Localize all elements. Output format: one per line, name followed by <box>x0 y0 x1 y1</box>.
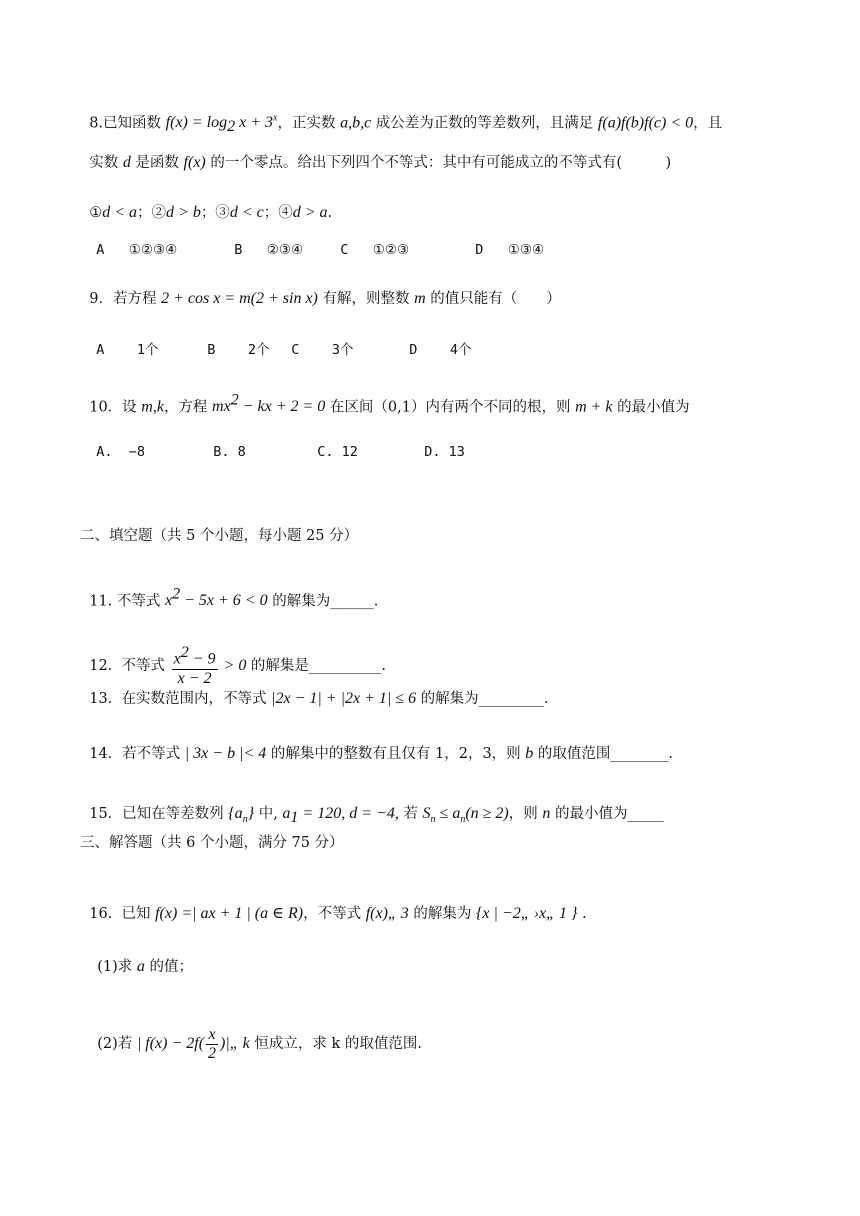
q8-line2: 实数 d 是函数 f(x) 的一个零点。给出下列四个不等式：其中有可能成立的不等式有( ) <box>89 154 672 171</box>
q12: 12. 不等式 $\frac{x^2 - 9}{x - 2}$ > 0 的解集是__________. <box>89 644 387 687</box>
q10-stem: 10．设 m,k，方程 $mx^2$ − kx + 2 = 0 在区间（0,1）内有两个不同的根，则 m + k 的最小值为 <box>89 392 690 416</box>
section-heading-solutions: 三、解答题（共 6 个小题，满分 75 分） <box>80 835 344 851</box>
q11: 11. 不等式 $x^2 - 5x + 6 < 0$ 的解集为______. <box>89 586 379 610</box>
q16-fraction: $\frac{x}{2}$ <box>208 1025 217 1062</box>
q10-option-c: C. 12 <box>317 444 358 460</box>
q14: 14．若不等式 | 3x − b |< 4 的解集中的整数有且仅有 1，2，3，则 b 的取值范围________. <box>89 745 674 762</box>
q8-statements: ①d < a；②d > b；③d < c；④d > a. <box>89 204 333 221</box>
q16-part1: (1)求 a 的值； <box>97 958 193 975</box>
q8-option-d: D ①③④ <box>475 242 545 258</box>
q9-option-b: B 2个 <box>207 342 270 358</box>
q8-option-c: C ①②③ <box>340 242 410 258</box>
q10-option-b: B. 8 <box>213 444 246 460</box>
q8-option-b: B ②③④ <box>234 242 304 258</box>
q13: 13. 在实数范围内，不等式 |2x − 1| + |2x + 1| ≤ 6 的解集为_________. <box>89 690 549 707</box>
q9-stem: 9．若方程 2 + cos x = m(2 + sin x) 有解，则整数 m 的值只能有（ ） <box>89 290 561 307</box>
q10-options <box>80 419 820 463</box>
q8-function-def: $f(x) = \log_2 x + 3^x$ <box>165 113 278 136</box>
q9-option-a: A 1个 <box>96 342 159 358</box>
q9-option-d: D 4个 <box>409 342 472 358</box>
q10-option-d: D. 13 <box>424 444 465 460</box>
q16-part2: (2)若 | f(x) − 2f( $\frac{x}{2}$ )|„ k 恒成立，求 k 的取值范围. <box>97 1025 423 1062</box>
q8-options <box>80 217 820 261</box>
section-heading-fill-in: 二、填空题（共 5 个小题，每小题 25 分） <box>80 528 359 544</box>
q12-fraction: $\frac{x^2 - 9}{x - 2}$ <box>173 644 216 687</box>
q15: 15．已知在等差数列 $\{a_n\}$ 中, $a_1 = 120$, d = −4, 若 $S_n \le a_n(n \ge 2)$，则 n 的最小值为_____ <box>89 805 664 827</box>
q9-option-c: C 3个 <box>291 342 354 358</box>
q10-option-a: A. −8 <box>96 444 146 460</box>
q8-option-a: A ①②③④ <box>96 242 178 258</box>
q8-line1: 8.已知函数 $f(x) = \log_2 x + 3^x$，正实数 a,b,c 成公差为正数的等差数列，且满足 f(a)f(b)f(c) < 0，且 <box>89 113 723 136</box>
q16-stem: 16. 已知 f(x) =| ax + 1 | (a ∈ R)，不等式 f(x)„ 3 的解集为 {x | −2„ ›x„ 1 } . <box>89 905 587 922</box>
q9-options <box>80 317 820 361</box>
